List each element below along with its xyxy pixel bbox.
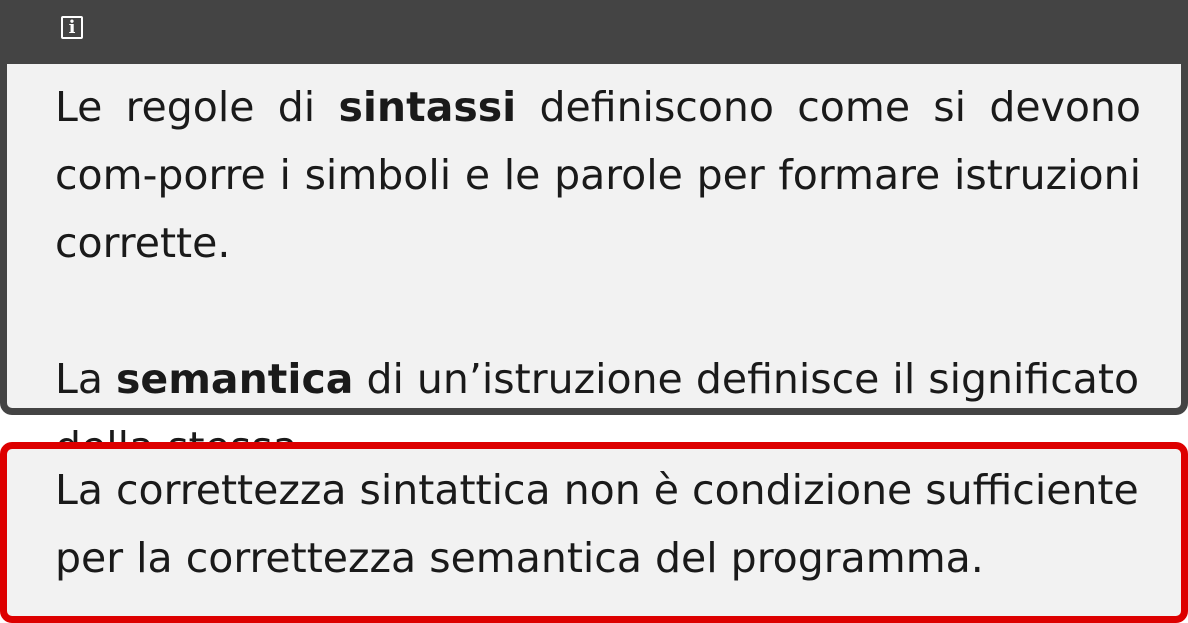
warning-box [0,442,1188,623]
syntax-text-end: definiscono come si devono com-porre i simboli e le parole per formare istruzioni corrette. [55,83,1141,267]
syntax-definition [55,73,1141,277]
warning-text: La correttezza sintattica non è condizione sufficiente per la correttezza semantica del programma. [55,466,1139,582]
semantics-text-start: La [55,355,116,403]
semantics-text-end: di un’istruzione definisce il significato [366,355,1140,403]
semantics-term: semantica [116,355,354,403]
info-icon: i [61,16,83,39]
syntax-text-start: Le regole di [55,83,339,131]
syntax-term: sintassi [338,83,517,131]
info-box-body [55,64,1141,481]
info-box-header [0,0,1188,64]
